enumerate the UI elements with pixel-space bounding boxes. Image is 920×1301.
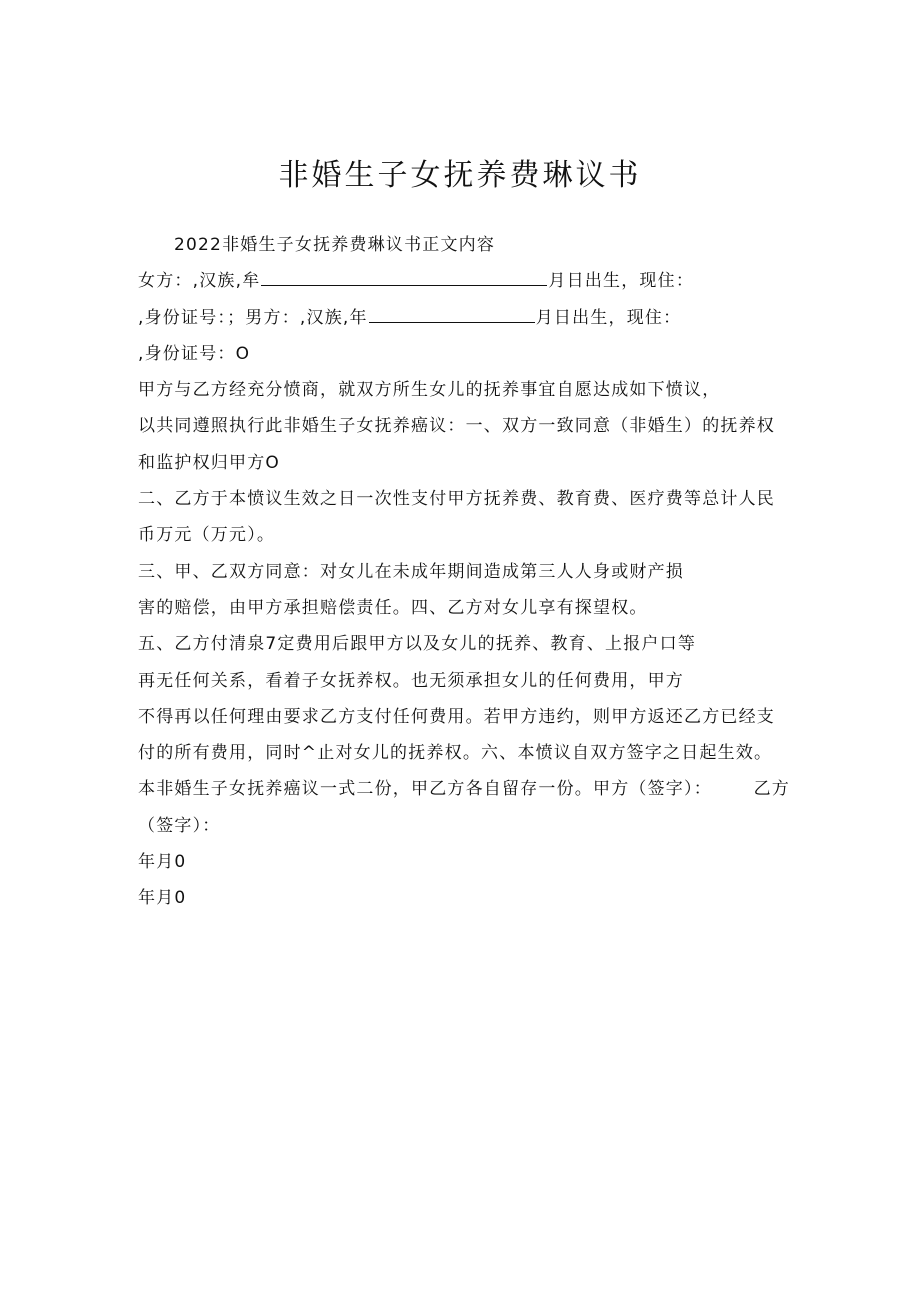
paragraph-line: 五、乙方付清泉7定费用后跟甲方以及女儿的抚养、教育、上报户口等 bbox=[138, 634, 697, 655]
man-info-prefix: ,身份证号：；男方：,汉族,年 bbox=[138, 307, 368, 328]
paragraph-line: 和监护权归甲方O bbox=[138, 452, 280, 473]
man-info-suffix: 月日出生，现住： bbox=[535, 307, 682, 328]
woman-info-line bbox=[138, 263, 790, 299]
document-title: 非婚生子女抚养费琳议书 bbox=[278, 158, 642, 193]
paragraph-line: 三、甲、乙双方同意：对女儿在未成年期间造成第三人人身或财产损 bbox=[138, 561, 684, 582]
birth-date-blank bbox=[261, 269, 547, 286]
id-number-line: ,身份证号：O bbox=[138, 343, 251, 364]
date-line: 年月0 bbox=[138, 888, 187, 909]
party-a-signature-label: 本非婚生子女抚养癌议一式二份，甲乙方各自留存一份。甲方（签字）： bbox=[138, 779, 712, 800]
woman-info-prefix: 女方：,汉族,牟 bbox=[138, 271, 261, 292]
paragraph-line: 不得再以任何理由要求乙方支付任何费用。若甲方违约，则甲方返还乙方已经支 bbox=[138, 706, 775, 727]
paragraph-line: 以共同遵照执行此非婚生子女抚养癌议：一、双方一致同意（非婚生）的抚养权 bbox=[138, 416, 775, 437]
document-body bbox=[138, 227, 790, 917]
date-line: 年月0 bbox=[138, 852, 187, 873]
party-b-signature-label: （签字）： bbox=[138, 815, 221, 836]
birth-date-blank bbox=[369, 306, 535, 323]
paragraph-line: 二、乙方于本愤议生效之日一次性支付甲方抚养费、教育费、医疗费等总计人民 bbox=[138, 489, 775, 510]
woman-info-suffix: 月日出生，现住： bbox=[548, 271, 695, 292]
man-info-line bbox=[138, 300, 790, 336]
paragraph-line: 付的所有费用，同时^止对女儿的抚养权。六、本愤议自双方签字之日起生效。 bbox=[138, 743, 773, 764]
paragraph-line: 害的赔偿，由甲方承担赔偿责任。四、乙方对女儿享有探望权。 bbox=[138, 597, 648, 618]
party-b-label: 乙方 bbox=[753, 779, 790, 800]
signature-line bbox=[138, 771, 790, 807]
paragraph-line: 再无任何关系，看着子女抚养权。也无须承担女儿的任何费用，甲方 bbox=[138, 670, 684, 691]
paragraph-line: 币万元（万元）。 bbox=[138, 525, 276, 546]
document-subtitle: 2022非婚生子女抚养费琳议书正文内容 bbox=[174, 235, 496, 255]
paragraph-line: 甲方与乙方经充分愤商，就双方所生女儿的抚养事宜自愿达成如下愤议， bbox=[138, 380, 721, 401]
